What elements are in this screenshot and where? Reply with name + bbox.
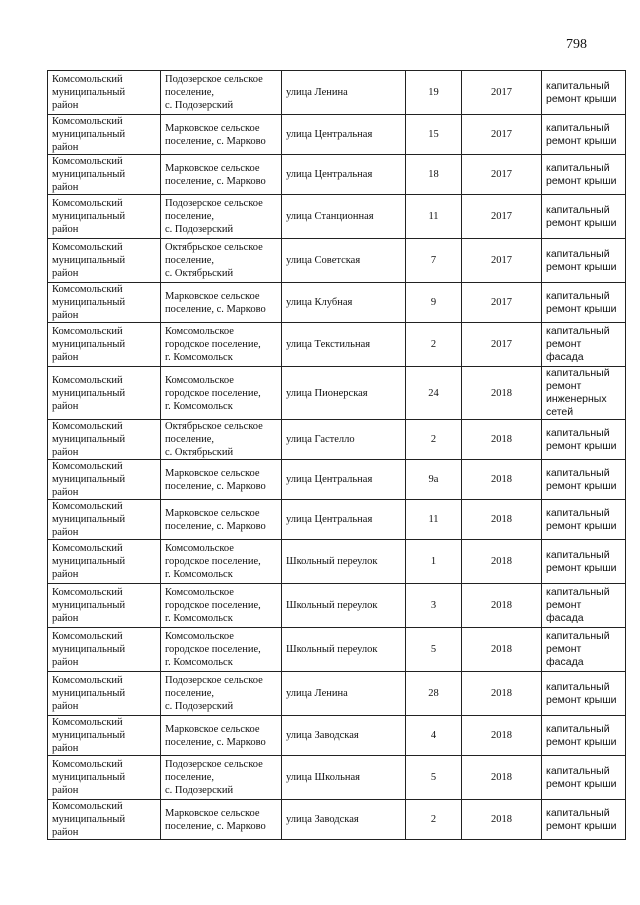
table-row <box>48 716 626 756</box>
house-number-cell: 1 <box>406 540 462 584</box>
district-cell: Комсомольский муниципальный район <box>48 195 161 239</box>
district-cell: Комсомольский муниципальный район <box>48 716 161 756</box>
table-row <box>48 540 626 584</box>
table-row <box>48 672 626 716</box>
house-number-cell: 7 <box>406 239 462 283</box>
year-cell: 2017 <box>462 195 542 239</box>
year-cell: 2017 <box>462 115 542 155</box>
table-row <box>48 239 626 283</box>
year-cell: 2018 <box>462 540 542 584</box>
street-cell: улица Текстильная <box>282 323 406 367</box>
district-cell: Комсомольский муниципальный район <box>48 672 161 716</box>
work-type-cell: капитальный ремонт крыши <box>542 460 626 500</box>
year-cell: 2018 <box>462 756 542 800</box>
settlement-cell: Комсомольское городское поселение, г. Комсомольск <box>161 323 282 367</box>
house-number-cell: 2 <box>406 800 462 840</box>
work-type-cell: капитальный ремонт фасада <box>542 628 626 672</box>
year-cell: 2018 <box>462 800 542 840</box>
district-cell: Комсомольский муниципальный район <box>48 756 161 800</box>
work-type-cell: капитальный ремонт крыши <box>542 155 626 195</box>
street-cell: улица Советская <box>282 239 406 283</box>
table-row <box>48 628 626 672</box>
settlement-cell: Марковское сельское поселение, с. Марково <box>161 460 282 500</box>
house-number-cell: 11 <box>406 500 462 540</box>
district-cell: Комсомольский муниципальный район <box>48 420 161 460</box>
district-cell: Комсомольский муниципальный район <box>48 323 161 367</box>
street-cell: Школьный переулок <box>282 540 406 584</box>
house-number-cell: 2 <box>406 323 462 367</box>
work-type-cell: капитальный ремонт крыши <box>542 540 626 584</box>
table-row <box>48 71 626 115</box>
street-cell: улица Станционная <box>282 195 406 239</box>
work-type-cell: капитальный ремонт крыши <box>542 195 626 239</box>
work-type-cell: капитальный ремонт крыши <box>542 800 626 840</box>
house-number-cell: 19 <box>406 71 462 115</box>
street-cell: улица Центральная <box>282 155 406 195</box>
house-number-cell: 5 <box>406 628 462 672</box>
settlement-cell: Комсомольское городское поселение, г. Комсомольск <box>161 367 282 420</box>
district-cell: Комсомольский муниципальный район <box>48 500 161 540</box>
table-row <box>48 195 626 239</box>
work-type-cell: капитальный ремонт крыши <box>542 239 626 283</box>
table-body <box>48 71 626 840</box>
work-type-cell: капитальный ремонт крыши <box>542 500 626 540</box>
work-type-cell: капитальный ремонт фасада <box>542 323 626 367</box>
settlement-cell: Марковское сельское поселение, с. Марково <box>161 115 282 155</box>
year-cell: 2018 <box>462 420 542 460</box>
work-type-cell: капитальный ремонт фасада <box>542 584 626 628</box>
house-number-cell: 4 <box>406 716 462 756</box>
district-cell: Комсомольский муниципальный район <box>48 460 161 500</box>
table-row <box>48 115 626 155</box>
house-number-cell: 18 <box>406 155 462 195</box>
district-cell: Комсомольский муниципальный район <box>48 71 161 115</box>
work-type-cell: капитальный ремонт крыши <box>542 672 626 716</box>
district-cell: Комсомольский муниципальный район <box>48 584 161 628</box>
table-row <box>48 323 626 367</box>
district-cell: Комсомольский муниципальный район <box>48 628 161 672</box>
settlement-cell: Комсомольское городское поселение, г. Комсомольск <box>161 540 282 584</box>
settlement-cell: Подозерское сельское поселение, с. Подозерский <box>161 756 282 800</box>
table-row <box>48 460 626 500</box>
table-row <box>48 367 626 420</box>
district-cell: Комсомольский муниципальный район <box>48 800 161 840</box>
work-type-cell: капитальный ремонт крыши <box>542 283 626 323</box>
house-number-cell: 15 <box>406 115 462 155</box>
settlement-cell: Подозерское сельское поселение, с. Подозерский <box>161 71 282 115</box>
year-cell: 2018 <box>462 584 542 628</box>
settlement-cell: Октябрьское сельское поселение, с. Октябрьский <box>161 239 282 283</box>
settlement-cell: Подозерское сельское поселение, с. Подозерский <box>161 672 282 716</box>
settlement-cell: Марковское сельское поселение, с. Марково <box>161 283 282 323</box>
repair-schedule-table <box>47 70 626 840</box>
year-cell: 2018 <box>462 367 542 420</box>
district-cell: Комсомольский муниципальный район <box>48 540 161 584</box>
table-row <box>48 756 626 800</box>
house-number-cell: 11 <box>406 195 462 239</box>
year-cell: 2018 <box>462 716 542 756</box>
district-cell: Комсомольский муниципальный район <box>48 283 161 323</box>
year-cell: 2017 <box>462 71 542 115</box>
street-cell: улица Заводская <box>282 800 406 840</box>
year-cell: 2017 <box>462 323 542 367</box>
work-type-cell: капитальный ремонт крыши <box>542 716 626 756</box>
table-row <box>48 800 626 840</box>
district-cell: Комсомольский муниципальный район <box>48 239 161 283</box>
work-type-cell: капитальный ремонт крыши <box>542 71 626 115</box>
street-cell: улица Центральная <box>282 500 406 540</box>
settlement-cell: Марковское сельское поселение, с. Марково <box>161 500 282 540</box>
table-row <box>48 283 626 323</box>
settlement-cell: Марковское сельское поселение, с. Марково <box>161 155 282 195</box>
year-cell: 2018 <box>462 628 542 672</box>
house-number-cell: 24 <box>406 367 462 420</box>
work-type-cell: капитальный ремонт крыши <box>542 420 626 460</box>
street-cell: улица Пионерская <box>282 367 406 420</box>
table-row <box>48 155 626 195</box>
year-cell: 2018 <box>462 500 542 540</box>
table-row <box>48 584 626 628</box>
street-cell: улица Школьная <box>282 756 406 800</box>
house-number-cell: 5 <box>406 756 462 800</box>
district-cell: Комсомольский муниципальный район <box>48 115 161 155</box>
street-cell: улица Центральная <box>282 115 406 155</box>
street-cell: улица Клубная <box>282 283 406 323</box>
house-number-cell: 2 <box>406 420 462 460</box>
house-number-cell: 9а <box>406 460 462 500</box>
street-cell: Школьный переулок <box>282 584 406 628</box>
settlement-cell: Комсомольское городское поселение, г. Комсомольск <box>161 628 282 672</box>
house-number-cell: 28 <box>406 672 462 716</box>
year-cell: 2017 <box>462 155 542 195</box>
year-cell: 2017 <box>462 239 542 283</box>
street-cell: улица Гастелло <box>282 420 406 460</box>
table-row <box>48 500 626 540</box>
year-cell: 2018 <box>462 460 542 500</box>
district-cell: Комсомольский муниципальный район <box>48 367 161 420</box>
work-type-cell: капитальный ремонт крыши <box>542 115 626 155</box>
year-cell: 2018 <box>462 672 542 716</box>
page-number: 798 <box>566 37 587 52</box>
house-number-cell: 3 <box>406 584 462 628</box>
table-row <box>48 420 626 460</box>
settlement-cell: Комсомольское городское поселение, г. Комсомольск <box>161 584 282 628</box>
street-cell: улица Ленина <box>282 71 406 115</box>
settlement-cell: Подозерское сельское поселение, с. Подозерский <box>161 195 282 239</box>
street-cell: улица Заводская <box>282 716 406 756</box>
settlement-cell: Октябрьское сельское поселение, с. Октябрьский <box>161 420 282 460</box>
street-cell: улица Центральная <box>282 460 406 500</box>
work-type-cell: капитальный ремонт крыши <box>542 756 626 800</box>
street-cell: улица Ленина <box>282 672 406 716</box>
work-type-cell: капитальный ремонт инженерных сетей <box>542 367 626 420</box>
year-cell: 2017 <box>462 283 542 323</box>
district-cell: Комсомольский муниципальный район <box>48 155 161 195</box>
settlement-cell: Марковское сельское поселение, с. Марково <box>161 716 282 756</box>
street-cell: Школьный переулок <box>282 628 406 672</box>
settlement-cell: Марковское сельское поселение, с. Марково <box>161 800 282 840</box>
house-number-cell: 9 <box>406 283 462 323</box>
